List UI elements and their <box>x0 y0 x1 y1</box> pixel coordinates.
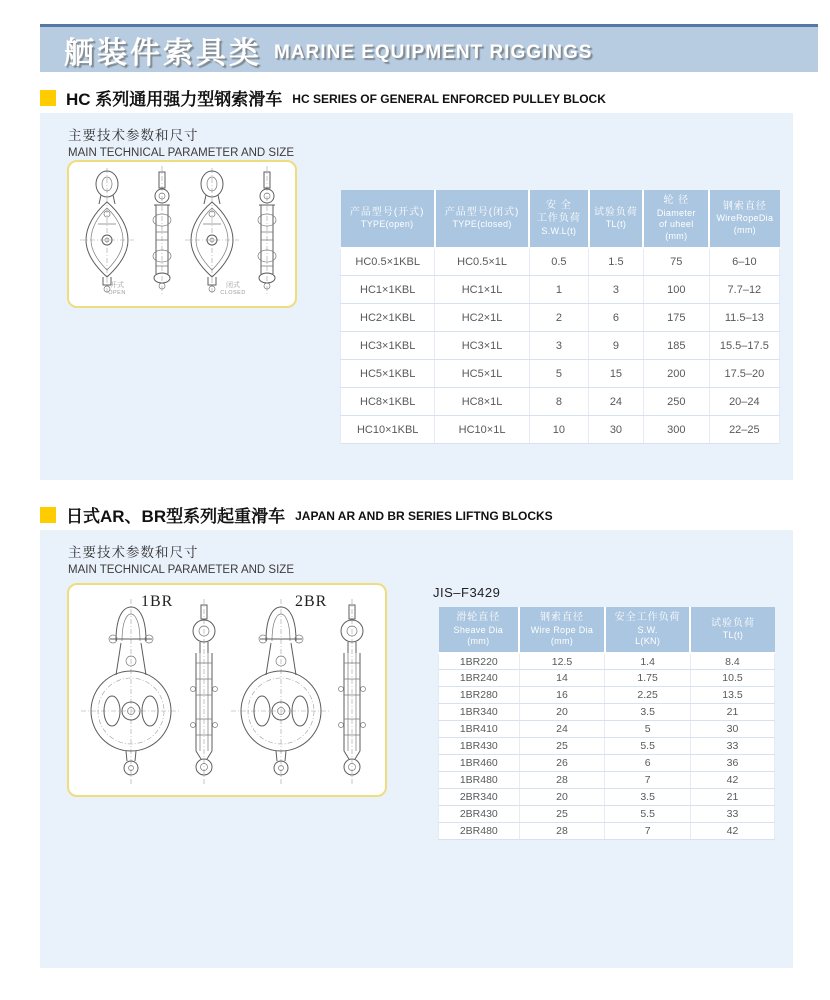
table-cell: 75 <box>643 248 709 276</box>
table-row <box>439 704 775 721</box>
table-row <box>439 823 775 840</box>
table-row <box>341 248 780 276</box>
table-cell: HC10×1KBL <box>341 416 435 444</box>
column-header: 轮 径 Diameter of uheel (mm) <box>643 190 709 248</box>
table-cell: HC2×1KBL <box>341 304 435 332</box>
jis-standard-label: JIS–F3429 <box>433 585 501 600</box>
table-cell: 185 <box>643 332 709 360</box>
table-header-row <box>341 190 780 248</box>
br-pulley-technical-drawing <box>69 585 385 795</box>
table-row <box>439 653 775 670</box>
table-cell: 3 <box>529 332 588 360</box>
table-cell: 10.5 <box>690 670 774 687</box>
table-cell: 42 <box>690 772 774 789</box>
parameter-label-en: MAIN TECHNICAL PARAMETER AND SIZE <box>68 564 294 576</box>
column-header: 滑轮直径 Sheave Dia (mm) <box>439 607 520 653</box>
table-cell: 16 <box>519 687 605 704</box>
parameter-label-cn: 主要技术参数和尺寸 <box>68 128 199 143</box>
table-row <box>439 670 775 687</box>
table-cell: 1BR480 <box>439 772 520 789</box>
br-pulley-drawing-box <box>67 583 387 797</box>
table-cell: 12.5 <box>519 653 605 670</box>
open-type-label: 开式 OPEN <box>108 281 126 296</box>
table-cell: 5.5 <box>605 738 691 755</box>
table-cell: 13.5 <box>690 687 774 704</box>
table-row <box>341 416 780 444</box>
table-cell: 1.4 <box>605 653 691 670</box>
table-cell: 24 <box>519 721 605 738</box>
table-cell: 36 <box>690 755 774 772</box>
table-row <box>439 789 775 806</box>
section1-title-cn: HC 系列通用强力型钢索滑车 <box>66 90 283 109</box>
table-cell: HC0.5×1L <box>435 248 529 276</box>
column-header: 钢索直径 Wire Rope Dia (mm) <box>519 607 605 653</box>
table-row <box>341 388 780 416</box>
table-cell: 0.5 <box>529 248 588 276</box>
table-row <box>341 332 780 360</box>
2br-label: 2BR <box>295 593 328 610</box>
table-cell: 17.5–20 <box>709 360 779 388</box>
table-cell: 1BR410 <box>439 721 520 738</box>
table-cell: 175 <box>643 304 709 332</box>
table-cell: 6 <box>605 755 691 772</box>
table-row <box>439 806 775 823</box>
table-cell: 25 <box>519 806 605 823</box>
br-parameters-table <box>438 607 775 840</box>
table-cell: 6 <box>589 304 644 332</box>
section1-panel <box>40 113 793 480</box>
table-cell: 24 <box>589 388 644 416</box>
table-cell: 1BR430 <box>439 738 520 755</box>
table-cell: 8 <box>529 388 588 416</box>
parameter-label-cn: 主要技术参数和尺寸 <box>68 545 199 560</box>
table-cell: 30 <box>690 721 774 738</box>
table-cell: 2BR340 <box>439 789 520 806</box>
table-cell: 100 <box>643 276 709 304</box>
table-row <box>439 721 775 738</box>
table-cell: 5.5 <box>605 806 691 823</box>
table-row <box>439 772 775 789</box>
table-cell: HC3×1KBL <box>341 332 435 360</box>
table-cell: 1BR220 <box>439 653 520 670</box>
table-cell: 20 <box>519 789 605 806</box>
table-cell: HC5×1KBL <box>341 360 435 388</box>
yellow-square-icon <box>40 90 56 106</box>
hc-parameters-table <box>340 190 780 444</box>
table-cell: 2BR480 <box>439 823 520 840</box>
table-cell: 26 <box>519 755 605 772</box>
closed-type-label: 闭式 CLOSED <box>220 281 246 296</box>
section2-parameter-label <box>68 541 294 576</box>
table-cell: 3.5 <box>605 789 691 806</box>
yellow-square-icon <box>40 507 56 523</box>
section2-title-en: JAPAN AR AND BR SERIES LIFTNG BLOCKS <box>295 509 553 523</box>
table-row <box>341 304 780 332</box>
table-cell: 2BR430 <box>439 806 520 823</box>
table-cell: 5 <box>605 721 691 738</box>
table-row <box>439 738 775 755</box>
table-cell: 21 <box>690 789 774 806</box>
table-cell: 25 <box>519 738 605 755</box>
1br-label: 1BR <box>141 593 174 610</box>
table-header-row <box>439 607 775 653</box>
section2-heading <box>40 502 553 527</box>
table-cell: 1BR280 <box>439 687 520 704</box>
table-cell: 10 <box>529 416 588 444</box>
table-cell: 20 <box>519 704 605 721</box>
table-cell: HC3×1L <box>435 332 529 360</box>
table-cell: 11.5–13 <box>709 304 779 332</box>
page-title-en: MARINE EQUIPMENT RIGGINGS <box>274 41 593 63</box>
table-cell: 28 <box>519 772 605 789</box>
table-cell: 250 <box>643 388 709 416</box>
table-cell: 1BR460 <box>439 755 520 772</box>
table-cell: 7.7–12 <box>709 276 779 304</box>
table-cell: 1 <box>529 276 588 304</box>
section2-panel <box>40 530 793 968</box>
table-cell: 2.25 <box>605 687 691 704</box>
section1-heading <box>40 85 606 110</box>
table-row <box>341 276 780 304</box>
section1-title-en: HC SERIES OF GENERAL ENFORCED PULLEY BLOCK <box>292 92 606 106</box>
page-banner <box>40 24 818 72</box>
table-cell: 15 <box>589 360 644 388</box>
table-cell: 3.5 <box>605 704 691 721</box>
column-header: 产品型号(开式) TYPE(open) <box>341 190 435 248</box>
table-cell: 8.4 <box>690 653 774 670</box>
table-cell: 2 <box>529 304 588 332</box>
table-cell: 20–24 <box>709 388 779 416</box>
table-cell: HC10×1L <box>435 416 529 444</box>
table-cell: 5 <box>529 360 588 388</box>
table-cell: 14 <box>519 670 605 687</box>
table-cell: 30 <box>589 416 644 444</box>
table-cell: HC1×1L <box>435 276 529 304</box>
table-cell: 7 <box>605 772 691 789</box>
table-cell: HC5×1L <box>435 360 529 388</box>
table-cell: 1BR240 <box>439 670 520 687</box>
table-cell: 9 <box>589 332 644 360</box>
table-cell: 33 <box>690 738 774 755</box>
table-cell: 3 <box>589 276 644 304</box>
table-cell: 28 <box>519 823 605 840</box>
table-cell: HC2×1L <box>435 304 529 332</box>
table-cell: 1.75 <box>605 670 691 687</box>
table-cell: 7 <box>605 823 691 840</box>
column-header: 试验负荷 TL(t) <box>690 607 774 653</box>
column-header: 安全工作负荷 S.W. L(KN) <box>605 607 691 653</box>
section2-title-cn: 日式AR、BR型系列起重滑车 <box>66 507 286 526</box>
table-row <box>439 755 775 772</box>
column-header: 试验负荷 TL(t) <box>589 190 644 248</box>
table-cell: 1.5 <box>589 248 644 276</box>
table-cell: 22–25 <box>709 416 779 444</box>
column-header: 安 全 工作负荷 S.W.L(t) <box>529 190 588 248</box>
hc-pulley-drawing-box <box>67 160 297 308</box>
table-cell: 33 <box>690 806 774 823</box>
page-title-cn: 舾装件索具类 <box>64 36 262 70</box>
table-row <box>439 687 775 704</box>
table-cell: 300 <box>643 416 709 444</box>
table-cell: 6–10 <box>709 248 779 276</box>
table-cell: HC8×1KBL <box>341 388 435 416</box>
table-cell: HC8×1L <box>435 388 529 416</box>
table-cell: 21 <box>690 704 774 721</box>
section1-parameter-label <box>68 124 294 159</box>
column-header: 产品型号(闭式) TYPE(closed) <box>435 190 529 248</box>
column-header: 钢索直径 WireRopeDia (mm) <box>709 190 779 248</box>
table-cell: 15.5–17.5 <box>709 332 779 360</box>
table-cell: HC0.5×1KBL <box>341 248 435 276</box>
parameter-label-en: MAIN TECHNICAL PARAMETER AND SIZE <box>68 147 294 159</box>
table-cell: 1BR340 <box>439 704 520 721</box>
table-cell: 42 <box>690 823 774 840</box>
table-row <box>341 360 780 388</box>
table-cell: HC1×1KBL <box>341 276 435 304</box>
table-cell: 200 <box>643 360 709 388</box>
